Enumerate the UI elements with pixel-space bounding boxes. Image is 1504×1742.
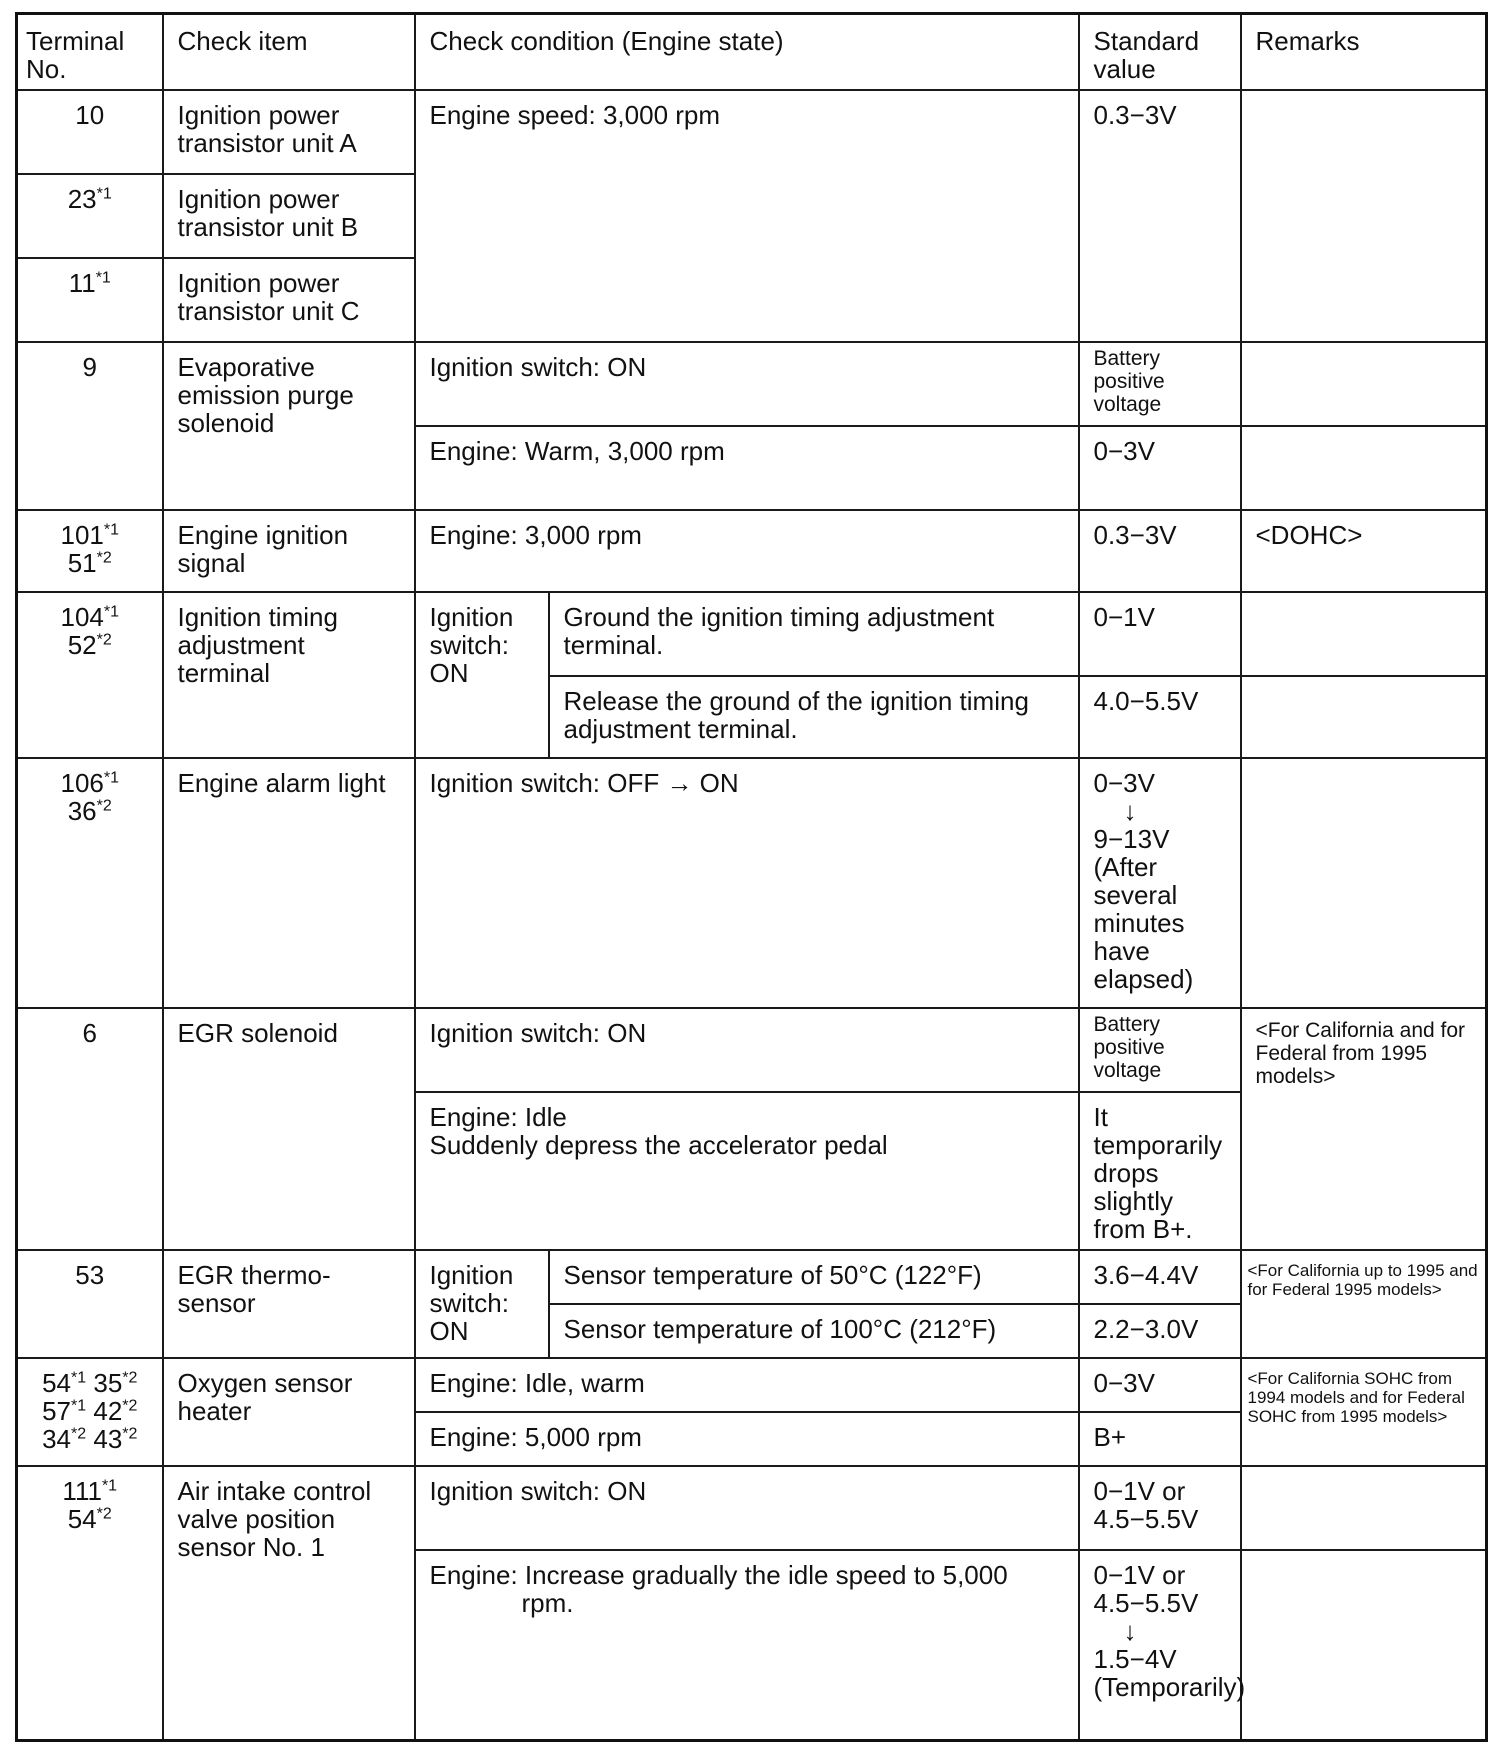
standard-value: 0−1V or 4.5−5.5V xyxy=(1079,1466,1241,1550)
standard-value: 0−1V xyxy=(1079,592,1241,676)
down-arrow-icon: ↓ xyxy=(1123,796,1137,826)
table-row xyxy=(17,1358,1487,1412)
terminal-check-table xyxy=(15,12,1488,1742)
table-row xyxy=(17,342,1487,426)
terminal-number: 104$^{*1}$ 52$^{*2}$ xyxy=(17,592,163,758)
check-item: EGR thermo-sensor xyxy=(163,1250,415,1358)
check-condition: Ignition switch: ON xyxy=(415,1008,1079,1092)
check-condition: Ignition switch: ON xyxy=(415,342,1079,426)
terminal-number: 101$^{*1}$ 51$^{*2}$ xyxy=(17,510,163,592)
table-row xyxy=(17,1250,1487,1304)
check-condition: Engine: Idle Suddenly depress the accelerator pedal xyxy=(415,1092,1079,1250)
check-item: Ignition power transistor unit A xyxy=(163,90,415,174)
standard-value: 0−1V or 4.5−5.5V ↓ 1.5−4V (Temporarily) xyxy=(1079,1550,1241,1740)
standard-value: Battery positive voltage xyxy=(1079,342,1241,426)
check-item: Ignition power transistor unit C xyxy=(163,258,415,342)
remarks xyxy=(1241,758,1487,1008)
check-condition: Engine speed: 3,000 rpm xyxy=(415,90,1079,342)
terminal-number: 111$^{*1}$ 54$^{*2}$ xyxy=(17,1466,163,1740)
check-condition: Sensor temperature of 100°C (212°F) xyxy=(549,1304,1079,1358)
table-row xyxy=(17,758,1487,1008)
remarks xyxy=(1241,90,1487,342)
remarks xyxy=(1241,1550,1487,1740)
remarks: <For California up to 1995 and for Federal 1995 models> xyxy=(1241,1250,1487,1358)
terminal-number: 53 xyxy=(17,1250,163,1358)
table-row xyxy=(17,510,1487,592)
table-row xyxy=(17,592,1487,676)
standard-value: 0.3−3V xyxy=(1079,90,1241,342)
terminal-number: 6 xyxy=(17,1008,163,1250)
table-header-row xyxy=(17,14,1487,91)
remarks: <For California and for Federal from 1995 models> xyxy=(1241,1008,1487,1250)
remarks xyxy=(1241,426,1487,510)
check-item: Oxygen sensor heater xyxy=(163,1358,415,1466)
standard-value: 4.0−5.5V xyxy=(1079,676,1241,758)
check-condition: Ground the ignition timing adjustment terminal. xyxy=(549,592,1079,676)
header-terminal-no: Terminal No. xyxy=(17,14,163,91)
remarks xyxy=(1241,342,1487,426)
check-condition: Engine: 3,000 rpm xyxy=(415,510,1079,592)
header-check-condition: Check condition (Engine state) xyxy=(415,14,1079,91)
terminal-number: 23$^{*1}$ xyxy=(17,174,163,258)
standard-value: It temporarily drops slightly from B+. xyxy=(1079,1092,1241,1250)
terminal-number: 54$^{*1}$ 35$^{*2}$ 57$^{*1}$ 42$^{*2}$ 34$^{*2}$ 43$^{*2}$ xyxy=(17,1358,163,1466)
check-condition: Ignition switch: OFF → ON xyxy=(415,758,1079,1008)
standard-value: 2.2−3.0V xyxy=(1079,1304,1241,1358)
check-item: Engine alarm light xyxy=(163,758,415,1008)
check-condition: Sensor temperature of 50°C (122°F) xyxy=(549,1250,1079,1304)
check-item: Evaporative emission purge solenoid xyxy=(163,342,415,510)
check-item: EGR solenoid xyxy=(163,1008,415,1250)
terminal-number: 106$^{*1}$ 36$^{*2}$ xyxy=(17,758,163,1008)
condition-subgroup: Ignition switch: ON xyxy=(415,592,549,758)
check-condition: Engine: Increase gradually the idle speed to 5,000 rpm. xyxy=(415,1550,1079,1740)
check-condition: Ignition switch: ON xyxy=(415,1466,1079,1550)
down-arrow-icon: ↓ xyxy=(1123,1616,1137,1646)
header-remarks: Remarks xyxy=(1241,14,1487,91)
remarks xyxy=(1241,592,1487,676)
table-row xyxy=(17,1008,1487,1092)
check-condition: Release the ground of the ignition timing adjustment terminal. xyxy=(549,676,1079,758)
header-check-item: Check item xyxy=(163,14,415,91)
standard-value: 0.3−3V xyxy=(1079,510,1241,592)
remarks xyxy=(1241,676,1487,758)
check-item: Ignition power transistor unit B xyxy=(163,174,415,258)
standard-value: 3.6−4.4V xyxy=(1079,1250,1241,1304)
standard-value: 0−3V xyxy=(1079,426,1241,510)
check-item: Engine ignition signal xyxy=(163,510,415,592)
terminal-number: 9 xyxy=(17,342,163,510)
check-condition: Engine: 5,000 rpm xyxy=(415,1412,1079,1466)
terminal-number: 11$^{*1}$ xyxy=(17,258,163,342)
check-item: Air intake control valve position sensor No. 1 xyxy=(163,1466,415,1740)
standard-value: Battery positive voltage xyxy=(1079,1008,1241,1092)
table-row xyxy=(17,90,1487,174)
standard-value: 0−3V xyxy=(1079,1358,1241,1412)
remarks xyxy=(1241,1466,1487,1550)
check-condition: Engine: Warm, 3,000 rpm xyxy=(415,426,1079,510)
remarks: <DOHC> xyxy=(1241,510,1487,592)
condition-subgroup: Ignition switch: ON xyxy=(415,1250,549,1358)
standard-value: 0−3V ↓ 9−13V (After several minutes have elapsed) xyxy=(1079,758,1241,1008)
header-standard-value: Standard value xyxy=(1079,14,1241,91)
check-condition: Engine: Idle, warm xyxy=(415,1358,1079,1412)
spec-table-container xyxy=(15,12,1485,1742)
table-row xyxy=(17,1466,1487,1550)
check-item: Ignition timing adjustment terminal xyxy=(163,592,415,758)
standard-value: B+ xyxy=(1079,1412,1241,1466)
terminal-number: 10 xyxy=(17,90,163,174)
remarks: <For California SOHC from 1994 models and for Federal SOHC from 1995 models> xyxy=(1241,1358,1487,1466)
